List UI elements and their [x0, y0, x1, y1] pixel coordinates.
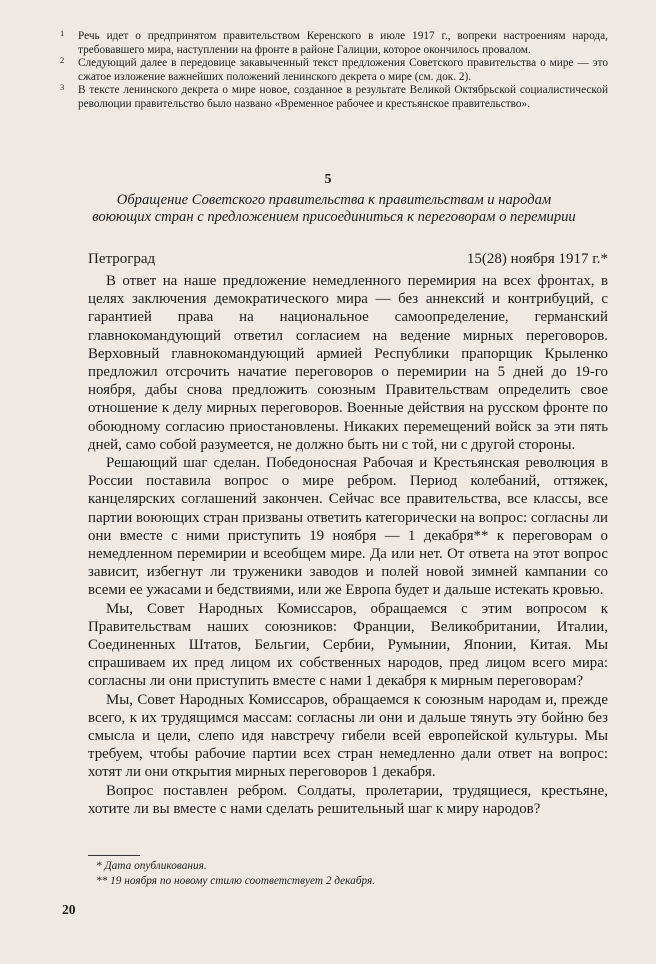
document-number: 5 — [324, 172, 332, 187]
endnote-marker: 3 — [60, 82, 65, 93]
body-paragraph: Мы, Совет Народных Комиссаров, обращаемся с этим вопросом к Правительствам наших союзников: Франции, Великобритании, Италии, Соединенных Штатов, Бельгии, Сербии, Румынии, Японии, Китая. Мы спрашиваем их пред лицом их собственных народов, пред лицом всего мира: согласны ли они приступить вместе с нами 1 декабря к мирным переговорам? — [88, 600, 608, 690]
endnote-text: В тексте ленинского декрета о мире новое, созданное в результате Великой Октябрьской социалистической революции правительство было названо «Временное рабочее и крестьянское правительство». — [78, 84, 608, 110]
footnote: ** 19 ноября по новому стилю соответствует 2 декабря. — [96, 874, 376, 887]
footnotes-block — [88, 859, 608, 888]
body-paragraph: Мы, Совет Народных Комиссаров, обращаемся к союзным народам и, прежде всего, к их трудящимся массам: согласны ли они и дальше тянуть эту бойню без смысла и цели, слепо идя навстречу гибели всей европейской культуры. Мы требуем, чтобы рабочие партии всех стран немедленно дали ответ на вопрос: хотят ли они открытия мирных переговоров 1 декабря. — [88, 691, 608, 781]
endnote — [60, 57, 608, 84]
body-paragraph: В ответ на наше предложение немедленного перемирия на всех фронтах, в целях заключения демократического мира — без аннексий и контрибуций, с гарантией права на национальное самоопределение, германский главнокомандующий ответил согласием на ведение мирных переговоров. Верховный главнокомандующий армией Республики прапорщик Крыленко предложил отсрочить начатие переговоров о перемирии на 5 дней до 19-го ноября, дабы снова предложить союзным Правительствам определить свое отношение к делу мирных переговоров. Военные действия на русском фронте по обоюдному согласию приостановлены. Никаких перемещений войск за эти пять дней, само собой разумеется, не должно быть ни с той, ни с другой стороны. — [88, 273, 608, 453]
body-paragraph: Решающий шаг сделан. Победоносная Рабочая и Крестьянская революция в России поставила вопрос о мире ребром. Период колебаний, оттяжек, канцелярских соглашений закончен. Сейчас все правительства, все классы, все партии воюющих стран призваны ответить категорически на вопрос: согласны ли они вместе с ними приступить 19 ноября — 1 декабря** к переговорам о немедленном перемирии и всеобщем мире. Да или нет. От ответа на этот вопрос зависит, избегнут ли труженики заводов и полей новой зимней кампании со всеми ее ужасами и бедствиями, или же Европа будет и дальше истекать кровью. — [88, 455, 608, 599]
document-title: Обращение Советского правительства к правительствам и народам воюющих стран с предложением присоединиться к переговорам о перемирии — [92, 192, 576, 226]
endnotes-block — [60, 30, 608, 112]
endnote — [60, 30, 608, 57]
endnote-text: Следующий далее в передовице закавыченный текст предложения Советского правительства о мире — это сжатое изложение важнейших положений ленинского декрета о мире (см. док. 2). — [78, 57, 608, 83]
endnote-text: Речь идет о предпринятом правительством Керенского в июле 1917 г., вопреки настроениям народа, требовавшего мира, наступлении на фронте в районе Галиции, которое окончилось провалом. — [78, 30, 608, 56]
endnote — [60, 84, 608, 111]
document-date: 15(28) ноября 1917 г.* — [466, 251, 608, 267]
footnote-divider — [88, 855, 140, 856]
page-number: 20 — [62, 902, 76, 917]
footnote: * Дата опубликования. — [96, 860, 207, 872]
endnote-marker: 2 — [60, 55, 65, 66]
document-place: Петроград — [88, 251, 156, 267]
body-paragraph: Вопрос поставлен ребром. Солдаты, пролетарии, трудящиеся, крестьяне, хотите ли вы вместе с нами сделать решительный шаг к миру народов? — [88, 782, 608, 817]
document-body — [88, 272, 608, 818]
endnote-marker: 1 — [60, 28, 65, 38]
